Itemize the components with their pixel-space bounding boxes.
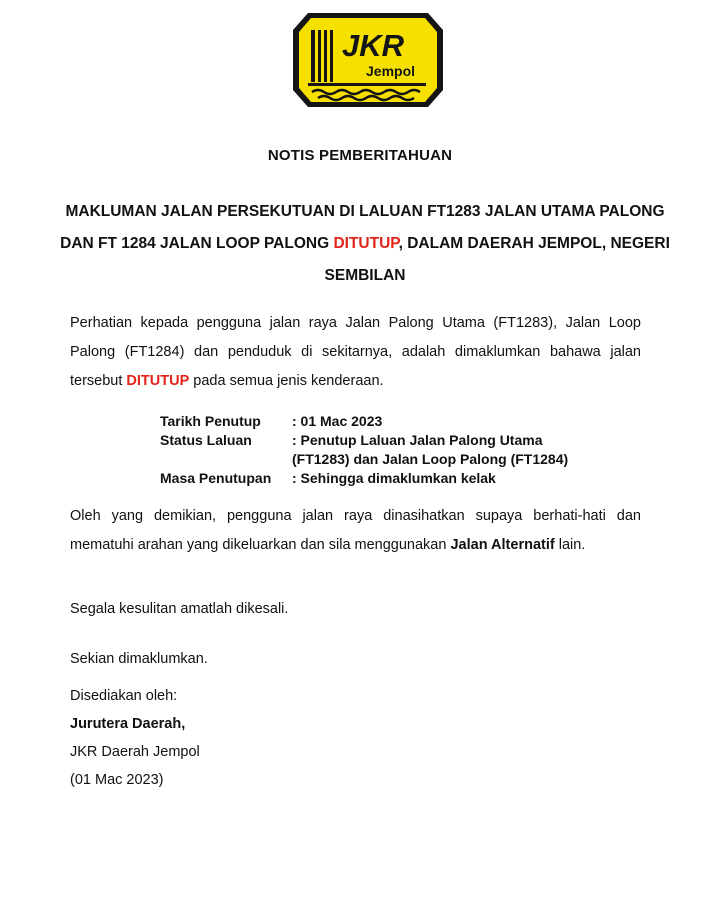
- detail-label: Tarikh Penutup: [160, 413, 261, 429]
- regret-line: Segala kesulitan amatlah dikesali.: [70, 601, 289, 617]
- closure-details: [160, 412, 622, 488]
- subject-text-2: , DALAM DAERAH JEMPOL, NEGERI SEMBILAN: [324, 235, 670, 284]
- detail-row: [160, 412, 622, 431]
- notice-title: NOTIS PEMBERITAHUAN: [267, 147, 453, 164]
- detail-value: : Penutup Laluan Jalan Palong Utama: [292, 432, 543, 448]
- logo-brand-text: JKR: [342, 28, 405, 63]
- subject-text-1: MAKLUMAN JALAN PERSEKUTUAN DI LALUAN FT1283 JALAN UTAMA PALONG DAN FT 1284 JALAN LOOP PALONG: [60, 203, 665, 252]
- para2-text-1: Oleh yang demikian, pengguna jalan raya dinasihatkan supaya berhati-hati dan mematuhi arahan yang dikeluarkan dan sila menggunakan: [70, 508, 641, 553]
- detail-label: Status Laluan: [160, 432, 252, 448]
- detail-value: : Sehingga dimaklumkan kelak: [292, 470, 496, 486]
- notice-subject: [60, 196, 670, 292]
- para1-closed-highlight: DITUTUP: [126, 373, 190, 389]
- subject-closed-highlight: DITUTUP: [333, 235, 399, 252]
- prepared-by-label: Disediakan oleh:: [70, 688, 178, 704]
- detail-row: [160, 431, 622, 450]
- logo-graphic: [290, 10, 446, 110]
- jkr-jempol-logo: [290, 10, 446, 110]
- detail-label: [160, 450, 292, 469]
- paragraph-advice: [70, 502, 641, 560]
- para2-text-2: lain.: [554, 537, 586, 553]
- notice-date: (01 Mac 2023): [70, 772, 164, 788]
- logo-district-text: Jempol: [366, 63, 416, 79]
- detail-row: [160, 469, 622, 488]
- detail-label: Masa Penutupan: [160, 470, 272, 486]
- para1-text-2: pada semua jenis kenderaan.: [189, 373, 384, 389]
- office-name: JKR Daerah Jempol: [70, 744, 200, 760]
- para1-text-1: Perhatian kepada pengguna jalan raya Jalan Palong Utama (FT1283), Jalan Loop Palong (FT1284) dan penduduk di sekitarnya, adalah dimaklumkan bahawa jalan tersebut: [70, 315, 641, 389]
- closing-line: Sekian dimaklumkan.: [70, 651, 208, 667]
- detail-value: : 01 Mac 2023: [292, 413, 383, 429]
- detail-value: (FT1283) dan Jalan Loop Palong (FT1284): [292, 451, 569, 467]
- detail-row: [160, 450, 622, 469]
- paragraph-intro: [70, 309, 641, 396]
- alternative-road-text: Jalan Alternatif: [450, 537, 555, 553]
- signatory-title: Jurutera Daerah,: [70, 716, 186, 732]
